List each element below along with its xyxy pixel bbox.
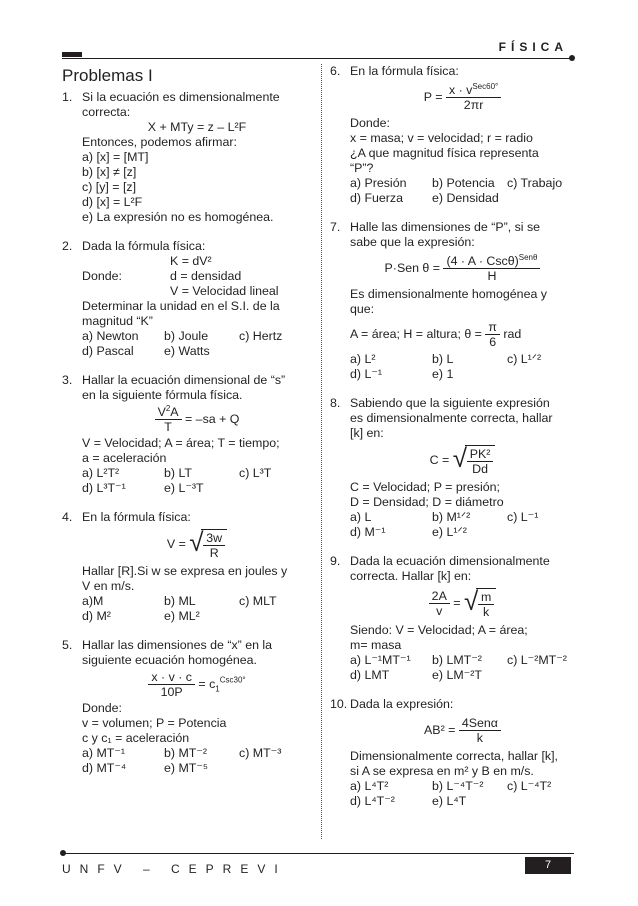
statement: Dada la fórmula física: [82, 239, 206, 253]
options-row [350, 352, 575, 367]
numerator: V [157, 405, 166, 419]
question: magnitud “K” [82, 314, 153, 328]
options-row [82, 329, 312, 344]
options-row [350, 794, 575, 809]
header-bar [62, 52, 82, 57]
option-c: c) L³T [239, 466, 272, 480]
statement: [k] en: [350, 426, 384, 440]
problem-1 [62, 90, 312, 225]
header-dot [569, 55, 575, 61]
numerator-tail: A [170, 405, 179, 419]
option-e: e) 1 [432, 367, 454, 381]
option-e: e) Watts [164, 344, 210, 358]
statement: Dada la expresión: [350, 697, 454, 711]
option-a: a) L [350, 510, 372, 524]
option-e: e) L¹ᐟ² [432, 525, 467, 539]
denominator: 10P [160, 685, 183, 699]
statement: sabe que la expresión: [350, 235, 475, 249]
option-d: d) MT⁻⁴ [82, 761, 127, 775]
denominator: 2πr [463, 98, 484, 112]
statement: En la fórmula física: [82, 510, 191, 524]
lhs: P = [423, 89, 443, 104]
problem-number: 7. [330, 220, 341, 234]
options-row [82, 761, 312, 776]
column-divider [321, 64, 322, 839]
formula: K = dV² [170, 254, 212, 268]
problem-6 [330, 64, 575, 206]
option-e: e) L⁴T [432, 794, 467, 808]
option-a: a) Newton [82, 329, 139, 343]
numerator: PK² [467, 447, 494, 462]
option-b: b) LT [164, 466, 192, 480]
donde-label: Donde: [82, 269, 122, 283]
fraction [148, 670, 195, 699]
option-d: d) L⁻¹ [350, 367, 383, 381]
option-e: e) LM⁻²T [432, 668, 482, 682]
donde-label: Donde: [350, 116, 390, 130]
denominator: Dd [472, 462, 488, 476]
option-b: b) M¹ᐟ² [432, 510, 471, 524]
definition: d = densidad [170, 269, 242, 283]
options-row [82, 594, 312, 609]
option-a: a) Presión [350, 176, 407, 190]
options-row [350, 367, 575, 382]
left-column [62, 64, 312, 785]
equals: = [453, 595, 461, 610]
fraction [429, 589, 450, 618]
question: Es dimensionalmente homogénea y [350, 287, 547, 301]
lhs: P·Sen θ = [384, 260, 440, 275]
option-d: d) [x] = L²F [82, 195, 143, 209]
formula [82, 405, 312, 434]
numerator: x · v · c [148, 670, 195, 685]
unit: rad [503, 326, 522, 341]
problem-9 [330, 554, 575, 683]
statement: Hallar las dimensiones de “x” en la [82, 638, 273, 652]
header-title: FÍSICA [498, 40, 568, 54]
option-c: c) [y] = [z] [82, 180, 137, 194]
option-a: a) L² [350, 352, 376, 366]
formula [350, 445, 575, 476]
option-a: a) L⁴T² [350, 779, 389, 793]
option-a: a) MT⁻¹ [82, 746, 126, 760]
statement: Dada la ecuación dimensionalmente [350, 554, 550, 568]
option-b: b) L [432, 352, 454, 366]
question: V en m/s. [82, 579, 135, 593]
options-row [82, 609, 312, 624]
fraction [459, 716, 501, 745]
option-b: b) ML [164, 594, 196, 608]
formula [350, 588, 575, 619]
subscript: 1 [215, 684, 220, 694]
problem-number: 10. [330, 697, 348, 711]
options-row [350, 176, 575, 191]
footer-text: UNFV – CEPREVI [62, 862, 287, 876]
definition: v = volumen; P = Potencia [82, 716, 227, 730]
problem-number: 5. [62, 638, 73, 652]
section-title: Problemas I [62, 66, 153, 85]
option-d: d) M² [82, 609, 111, 623]
option-a: a) [x] = [MT] [82, 150, 149, 164]
problem-number: 3. [62, 373, 73, 387]
fraction [446, 83, 501, 112]
statement: Sabiendo que la siguiente expresión [350, 396, 550, 410]
definition: x = masa; v = velocidad; r = radio [350, 131, 533, 145]
radical: √ $\frac{3w}{R}$ [189, 529, 227, 560]
problem-3 [62, 373, 312, 496]
denominator: k [476, 731, 483, 745]
numerator: x · v [448, 83, 473, 97]
right-column [330, 64, 575, 818]
problem-number: 8. [330, 396, 341, 410]
formula: X + MTy = z – L²F [147, 120, 247, 134]
formula [82, 670, 312, 699]
problem-8 [330, 396, 575, 540]
statement: correcta: [82, 105, 131, 119]
fraction [443, 254, 540, 283]
option-e: e) La expresión no es homogénea. [82, 210, 274, 224]
question: “P”? [350, 161, 374, 175]
problem-7 [330, 220, 575, 382]
option-d: d) Pascal [82, 344, 134, 358]
problem-number: 1. [62, 90, 73, 104]
exponent: 2 [165, 403, 171, 413]
numerator: (4 · A · Cscθ) [446, 254, 519, 268]
footer-rule [62, 853, 574, 854]
option-c: c) MT⁻³ [239, 746, 282, 760]
problem-5 [62, 638, 312, 776]
definition: V = Velocidad; A = área; T = tiempo; [82, 436, 280, 450]
statement: Hallar la ecuación dimensional de “s” [82, 373, 286, 387]
problem-number: 4. [62, 510, 73, 524]
question: que: [350, 302, 375, 316]
header-rule [62, 58, 572, 59]
page-number: 7 [525, 857, 571, 874]
problem-number: 6. [330, 64, 341, 78]
denominator: R [209, 546, 219, 560]
denominator: T [164, 420, 172, 434]
formula [350, 716, 575, 745]
definition: c y c₁ = aceleración [82, 731, 190, 745]
option-c: c) Hertz [239, 329, 283, 343]
exponent: Csc30° [219, 675, 246, 685]
option-d: d) Fuerza [350, 191, 404, 205]
options-row [82, 466, 312, 481]
option-e: e) MT⁻⁵ [164, 761, 209, 775]
lhs: AB² = [424, 722, 456, 737]
statement: es dimensionalmente correcta, hallar [350, 411, 553, 425]
exponent: Sec60° [472, 81, 499, 91]
fraction [485, 320, 500, 349]
problem-10 [330, 697, 575, 809]
donde-label: Donde: [82, 701, 122, 715]
options-row [82, 344, 312, 359]
option-a: a) L²T² [82, 466, 120, 480]
option-b: b) [x] ≠ [z] [82, 165, 137, 179]
statement: en la siguiente fórmula física. [82, 388, 243, 402]
option-b: b) L⁻⁴T⁻² [432, 779, 484, 793]
radical: √ $\frac{\text{PK²}}{Dd}$ [453, 445, 496, 476]
definition: m= masa [350, 638, 402, 652]
lhs: V = [166, 536, 186, 551]
definition: Siendo: V = Velocidad; A = área; [350, 623, 528, 637]
question: ¿A que magnitud física representa [350, 146, 539, 160]
options-row [350, 779, 575, 794]
question: Determinar la unidad en el S.I. de la [82, 299, 280, 313]
option-d: d) M⁻¹ [350, 525, 386, 539]
fraction [155, 405, 182, 434]
option-e: e) L⁻³T [164, 481, 204, 495]
option-c: c) L⁻¹ [507, 510, 539, 524]
option-c: c) Trabajo [507, 176, 563, 190]
definition: V = Velocidad lineal [170, 284, 279, 298]
formula [350, 83, 575, 112]
option-c: c) L⁻²MT⁻² [507, 653, 567, 667]
options-row [350, 668, 575, 683]
option-b: b) Potencia [432, 176, 495, 190]
definition: C = Velocidad; P = presión; [350, 480, 500, 494]
question: Dimensionalmente correcta, hallar [k], [350, 749, 558, 763]
option-e: e) Densidad [432, 191, 499, 205]
option-c: c) L⁻⁴T² [507, 779, 552, 793]
exponent: Senθ [518, 252, 538, 262]
question: Hallar [R].Si w se expresa en joules y [82, 564, 288, 578]
lhs: C = [429, 452, 450, 467]
definition: D = Densidad; D = diámetro [350, 495, 504, 509]
option-d: d) LMT [350, 668, 390, 682]
radical: √ $\frac{m}{k}$ [464, 588, 496, 619]
denominator: H [487, 269, 497, 283]
numerator: 4Senα [459, 716, 501, 731]
option-c: c) MLT [239, 594, 277, 608]
problem-2 [62, 239, 312, 359]
intro: Entonces, podemos afirmar: [82, 135, 237, 149]
options-row [350, 191, 575, 206]
options-row [82, 746, 312, 761]
numerator: m [478, 590, 494, 605]
option-e: e) ML² [164, 609, 200, 623]
options-row [350, 525, 575, 540]
options-row [350, 653, 575, 668]
statement: correcta. Hallar [k] en: [350, 569, 472, 583]
problem-number: 9. [330, 554, 341, 568]
option-a: a) L⁻¹MT⁻¹ [350, 653, 411, 667]
question: si A se expresa en m² y B en m/s. [350, 764, 534, 778]
formula [82, 529, 312, 560]
formula [350, 254, 575, 283]
statement: En la fórmula física: [350, 64, 459, 78]
options-row [82, 481, 312, 496]
definition: a = aceleración [82, 451, 167, 465]
option-b: b) LMT⁻² [432, 653, 482, 667]
numerator: π [485, 320, 500, 335]
statement: Halle las dimensiones de “P”, si se [350, 220, 541, 234]
option-d: d) L³T⁻¹ [82, 481, 126, 495]
denominator: v [436, 604, 443, 618]
rhs: = –sa + Q [185, 411, 240, 426]
statement: siguiente ecuación homogénea. [82, 653, 257, 667]
option-c: c) L¹ᐟ² [507, 352, 542, 366]
problem-number: 2. [62, 239, 73, 253]
problem-4 [62, 510, 312, 624]
option-b: b) Joule [164, 329, 209, 343]
option-a: a)M [82, 594, 104, 608]
condition-text: A = área; H = altura; θ = [350, 326, 482, 341]
numerator: 2A [429, 589, 450, 604]
denominator: k [483, 605, 490, 619]
option-d: d) L⁴T⁻² [350, 794, 395, 808]
statement: Si la ecuación es dimensionalmente [82, 90, 280, 104]
numerator: 3w [203, 531, 225, 546]
denominator: 6 [489, 335, 497, 349]
option-b: b) MT⁻² [164, 746, 208, 760]
condition [350, 320, 575, 349]
options-row [350, 510, 575, 525]
rhs: = c [198, 676, 216, 691]
